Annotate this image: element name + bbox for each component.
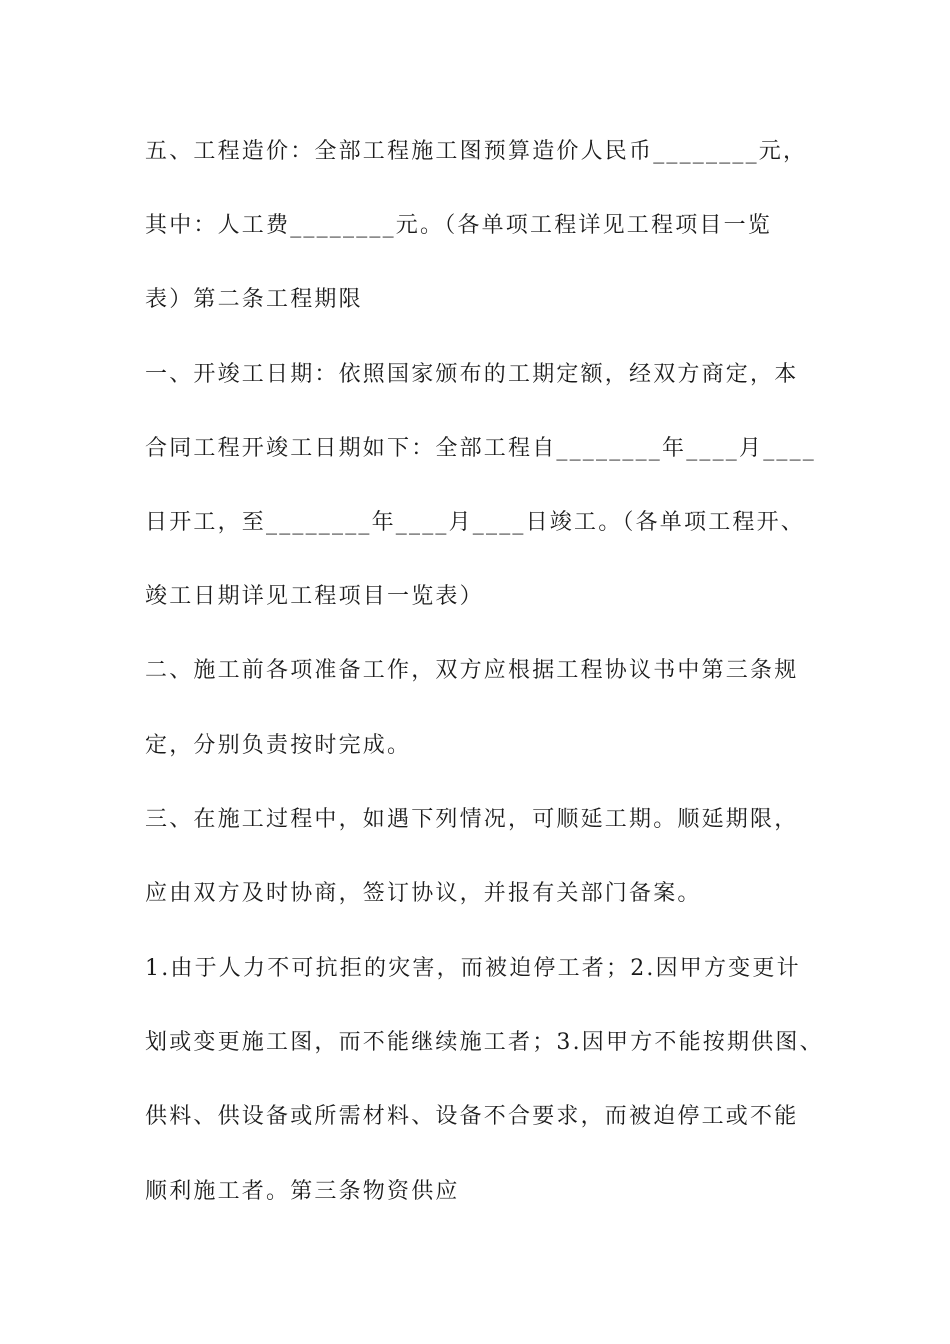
text-line: 供料、供设备或所需材料、设备不合要求，而被迫停工或不能 — [145, 1104, 799, 1129]
text-line: 竣工日期详见工程项目一览表） — [145, 584, 484, 609]
text-line: 三、在施工过程中，如遇下列情况，可顺延工期。顺延期限， — [145, 807, 799, 832]
text-line: 1.由于人力不可抗拒的灾害，而被迫停工者；2.因甲方变更计 — [145, 956, 801, 981]
text-line: 表）第二条工程期限 — [145, 287, 363, 312]
text-line: 合同工程开竣工日期如下：全部工程自________年____月____ — [145, 436, 817, 461]
text-line: 一、开竣工日期：依照国家颁布的工期定额，经双方商定，本 — [145, 362, 799, 387]
text-line: 划或变更施工图，而不能继续施工者；3.因甲方不能按期供图、 — [145, 1030, 824, 1055]
text-line: 定，分别负责按时完成。 — [145, 733, 412, 758]
text-line: 其中：人工费________元。（各单项工程详见工程项目一览 — [145, 213, 773, 238]
text-line: 顺利施工者。第三条物资供应 — [145, 1179, 460, 1204]
text-line: 二、施工前各项准备工作，双方应根据工程协议书中第三条规 — [145, 658, 799, 683]
text-line: 五、工程造价：全部工程施工图预算造价人民币________元， — [145, 139, 808, 164]
text-line: 应由双方及时协商，签订协议，并报有关部门备案。 — [145, 881, 702, 906]
text-line: 日开工，至________年____月____日竣工。（各单项工程开、 — [145, 510, 806, 535]
